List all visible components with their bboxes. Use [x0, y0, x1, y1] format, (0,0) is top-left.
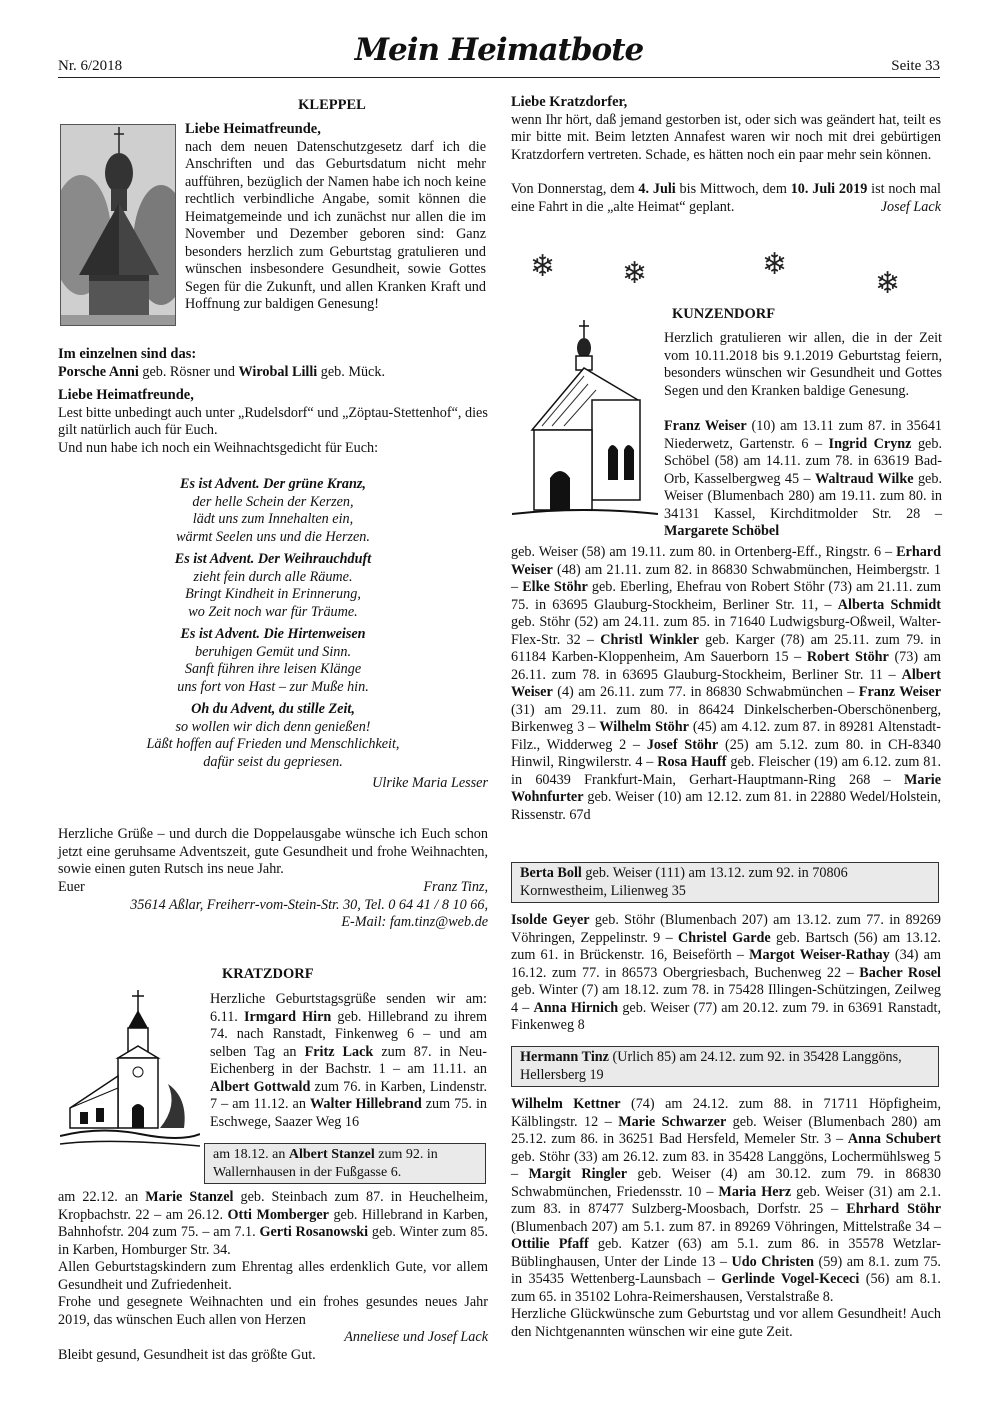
kleppel-sig-mail: E-Mail: fam.tinz@web.de [341, 914, 488, 930]
poem-stanza [58, 626, 488, 696]
snowflake-icon: ❄ [530, 250, 556, 283]
page-number: Seite 33 [891, 58, 940, 74]
page-header [58, 32, 940, 78]
poem-line: lädt uns zum Innehalten ein, [192, 511, 354, 527]
kleppel-greeting2: Liebe Heimatfreunde, [58, 387, 194, 403]
poem-line: dafür seist du gepriesen. [203, 753, 343, 770]
poem-stanza [58, 476, 488, 546]
kratzdorf-title: KRATZDORF [222, 966, 314, 982]
kunzendorf-box-hermann: Hermann Tinz (Urlich 85) am 24.12. zum 92. in 35428 Langgöns, Hellersberg 19 [511, 1046, 939, 1087]
kunzendorf-list2: Isolde Geyer geb. Stöhr (Blumenbach 207) am 13.12. zum 77. in 89269 Vöhringen, Zeppelinstr. 9 – Christel Garde geb. Bartsch (56) am 13.12. zum 61. in Brückenstr. 16, Beiseförth – Margot Weiser-Rathay (34) am 16.12. zum 77. in 86573 Obergriesbach, Buchenweg 22 – Bacher Rosel geb. Winter (7) am 18.12. zum 78. in 75428 Illingen-Schützingen, Zeilweg 4 – Anna Hirnich geb. Weiser (77) am 20.12. zum 79. in 63691 Ranstadt, Finkenweg 8 [511, 912, 942, 1033]
church-tower-photo [60, 124, 176, 326]
kleppel-p3: Und nun habe ich noch ein Weihnachtsgedicht für Euch: [58, 439, 379, 456]
kleppel-list-head: Im einzelnen sind das: [58, 346, 197, 362]
kratzdorfer-p1: wenn Ihr hört, daß jemand gestorben ist, oder sich was geändert hat, teilt es mir bitte mit. Beim letzten Annafest waren wir noch mit drei gebürtigen Kratzdorfern vertreten. Schade, es hätten noch ein paar mehr sein können. [511, 111, 941, 163]
advent-poem [58, 476, 488, 793]
poem-line: wärmt Seelen uns und die Herzen. [176, 528, 370, 545]
poem-author: Ulrike Maria Lesser [372, 775, 488, 791]
kratzdorfer-sig: Josef Lack [880, 198, 941, 215]
kunzendorf-list-top: Franz Weiser (10) am 13.11 zum 87. in 35641 Niederwetz, Gartenstr. 6 – Ingrid Crynz geb. Schöbel (58) am 14.11. zum 78. in 63619 Bad-Orb, Kasselbergweg 45 – Waltraud Wilke geb. Weiser (Blumenbach 280) am 19.11. zum 80. in 34131 Kassel, Kirchditmolder Str. 28 – Margarete Schöbel [664, 418, 943, 539]
poem-stanza [58, 551, 488, 621]
poem-line: Oh du Advent, du stille Zeit, [191, 701, 355, 717]
poem-line: Es ist Advent. Der Weihrauchduft [174, 551, 372, 567]
kratzdorf-p2: Allen Geburtstagskindern zum Ehrentag alles erdenklich Gute, vor allem Gesundheit und Zufriedenheit. [58, 1259, 488, 1293]
church-drawing [60, 988, 200, 1156]
poem-line: so wollen wir dich denn genießen! [175, 718, 371, 735]
poem-line: Es ist Advent. Die Hirtenweisen [180, 626, 366, 642]
kunzendorf-list: geb. Weiser (58) am 19.11. zum 80. in Ortenberg-Eff., Ringstr. 6 – Erhard Weiser (48) am 21.11. zum 82. in 86830 Schwabmünchen, Heimbergstr. 1 – Elke Stöhr geb. Eberling, Ehefrau von Robert Stöhr (73) am 21.11. zum 75. in 63695 Glauburg-Stockheim, Berliner Str. 11, – Alberta Schmidt geb. Stöhr (52) am 24.11. zum 85. in 71640 Ludwigsburg-Oßweil, Walter-Flex-Str. 32 – Christl Winkler geb. Karger (78) am 25.11. zum 79. in 61184 Karben-Kloppenheim, Am Sauerborn 15 – Robert Stöhr (73) am 26.11. zum 78. in 63695 Glauburg-Stockheim, Berliner Str. 11 – Albert Weiser (4) am 26.11. zum 77. in 86830 Schwabmünchen – Franz Weiser (31) am 29.11. zum 80. in 86424 Dinkelscherben-Oberschönenberg, Birkenweg 3 – Wilhelm Stöhr (45) am 4.12. zum 87. in 89281 Altenstadt-Filz., Widderweg 2 – Josef Stöhr (25) am 5.12. zum 80. in CH-8340 Hinwil, Ringwilerstr. 4 – Rosa Hauff geb. Fleischer (19) am 6.12. zum 81. in 60439 Frankfurt-Main, Gerhart-Hauptmann-Ring 268 – Marie Wohnfurter geb. Weiser (10) am 12.12. zum 81. in 22880 Wedel/Holstein, Rissenstr. 67d [511, 544, 942, 823]
poem-line: Bringt Kindheit in Erinnerung, [185, 586, 361, 602]
kleppel-closing [58, 826, 488, 932]
kunzendorf-end: Herzliche Glückwünsche zum Geburtstag und vor allem Gesundheit! Auch den Nichtgenannten wünschen wir eine gute Zeit. [511, 1306, 941, 1340]
kratzdorf-p4: Bleibt gesund, Gesundheit ist das größte Gut. [58, 1346, 316, 1363]
kleppel-sig-name: Franz Tinz, [423, 878, 488, 895]
kleppel-intro: nach dem neuen Datenschutzgesetz darf ich die Anschriften und das Geburtsdatum nicht mehr aufführen, bezüglich der Namen habe ich noch keine rechtlich verbindliche Angabe, somit können die Heimatgemeinde und ich zunächst nur allen die im November und Dezember geboren sind: Ganz besonders herzlich zum Geburtstag gratulieren und wünschen insbesondere Gesundheit, sowie Gottes Segen für die Zukunft, und allen Kranken Kraft und Hoffnung zur baldigen Genesung! [185, 138, 486, 312]
kunzendorf-box-berta: Berta Boll geb. Weiser (111) am 13.12. zum 92. in 70806 Kornwestheim, Lilienweg 35 [511, 862, 939, 903]
kleppel-sig-addr: 35614 Aßlar, Freiherr-vom-Stein-Str. 30, Tel. 0 64 41 / 8 10 66, [130, 896, 488, 913]
kunzendorf-top [664, 330, 942, 400]
snowflake-icon: ❄ [622, 257, 648, 290]
poem-line: Sanft führen ihre leisen Klänge [184, 661, 362, 677]
kleppel-title: KLEPPEL [298, 97, 366, 113]
kratzdorfer-note: Liebe Kratzdorfer, wenn Ihr hört, daß jemand gestorben ist, oder sich was geändert hat, teilt es mir bitte mit. Beim letzten Annafest waren wir noch mit drei gebürtigen Kratzdorfern vertreten. Schade, es hätten noch ein paar mehr sein können. Von Donnerstag, dem 4. Juli bis Mittwoch, dem 10. Juli 2019 ist noch mal eine Fahrt in die „alte Heimat“ geplant. Josef Lack [511, 94, 942, 215]
kratzdorf-sig: Anneliese und Josef Lack [344, 1329, 488, 1345]
kleppel-closing-text: Herzliche Grüße – und durch die Doppelausgabe wünsche ich Euch schon jetzt eine geruhsame Adventszeit, gute Gesundheit und frohe Weihnachten, sowie einen guten Rutsch ins neue Jahr. [58, 826, 488, 877]
kratzdorf-p3: Frohe und gesegnete Weihnachten und ein frohes gesundes neues Jahr 2019, das wünschen Euch allen von Herzen [58, 1294, 488, 1328]
poem-line: Es ist Advent. Der grüne Kranz, [180, 476, 366, 492]
kunzendorf-intro: Herzlich gratulieren wir allen, die in der Zeit vom 10.11.2018 bis 9.1.2019 Geburtstag feiern, besonders wünschen wir Gesundheit und Gottes Segen und den Kranken baldige Genesung. [664, 330, 942, 399]
poem-line: Läßt hoffen auf Frieden und Menschlichkeit, [146, 736, 400, 752]
snowflake-icon: ❄ [762, 248, 788, 281]
issue-number: Nr. 6/2018 [58, 58, 123, 74]
poem-line: beruhigen Gemüt und Sinn. [194, 643, 352, 660]
poem-line: wo Zeit noch war für Träume. [188, 603, 358, 620]
poem-line: zieht fein durch alle Räume. [193, 568, 353, 585]
poem-stanza [58, 701, 488, 771]
kratzdorf-intro: Herzliche Geburtstagsgrüße senden wir am: 6.11. Irmgard Hirn geb. Hillebrand zu ihrem 74. nach Ranstadt, Finkenweg 6 – und am selben Tag an Fritz Lack zum 87. in Neu-Eichenberg in der Bachstr. 1 – am 11.11. an Albert Gottwald zum 76. in Karben, Lindenstr. 7 – am 11.12. an Walter Hillebrand zum 75. in Eschwege, Saazer Weg 16 [210, 991, 487, 1130]
kleppel-euer: Euer [58, 878, 85, 895]
kleppel-p2: Lest bitte unbedingt auch unter „Rudelsdorf“ und „Zöptau-Stettenhof“, dies gilt natürlich auch für Euch. [58, 404, 488, 438]
kleppel-main [58, 346, 488, 457]
kratzdorf-highlight-box: am 18.12. an Albert Stanzel zum 92. in Wallernhausen in der Fußgasse 6. [204, 1143, 486, 1184]
masthead-logo: Mein Heimatbote [354, 32, 644, 68]
kunzendorf-title: KUNZENDORF [672, 306, 776, 322]
chapel-drawing [512, 320, 658, 520]
snowflake-icon: ❄ [875, 267, 901, 300]
kunzendorf-list3: Wilhelm Kettner (74) am 24.12. zum 88. in 71711 Höpfigheim, Kälblingstr. 12 – Marie Schwarzer geb. Weiser (Blumenbach 280) am 25.12. zum 86. in 36251 Bad Hersfeld, Memeler Str. 3 – Anna Schubert geb. Stöhr (33) am 26.12. zum 83. in 35428 Langgöns, Lochermühlsweg 5 – Margit Ringler geb. Weiser (4) am 30.12. zum 79. in 86830 Schwabmünchen, Friedensstr. 10 – Maria Herz geb. Weiser (31) am 2.1. zum 83. in 87477 Sulzberg-Moosbach, Dorfstr. 25 – Ehrhard Stöhr (Blumenbach 207) am 5.1. zum 87. in 89269 Vöhringen, Mittelstraße 34 – Ottilie Pfaff geb. Katzer (63) am 5.1. zum 86. in 35578 Wetzlar-Büblinghausen, Unter der Linde 13 – Udo Christen (59) am 8.1. zum 75. in 35435 Wettenberg-Launsbach – Gerlinde Vogel-Kececi (56) am 8.1. zum 65. in 35102 Lohra-Reimershausen, Verstalstraße 8. Herzliche Glückwünsche zum Geburtstag und vor allem Gesundheit! Auch den Nichtgenannten wünschen wir eine gute Zeit. [511, 1096, 942, 1340]
kratzdorf-main: am 22.12. an Marie Stanzel geb. Steinbach zum 87. in Heuchelheim, Kropbachstr. 22 – am 26.12. Otti Momberger geb. Hillebrand in Karben, Bahnhofstr. 204 zum 75. – am 7.1. Gerti Rosanowski geb. Winter zum 85. in Karben, Homburger Str. 34. Allen Geburtstagskindern zum Ehrentag alles erdenklich Gute, vor allem Gesundheit und Zufriedenheit. Frohe und gesegnete Weihnachten und ein frohes gesundes neues Jahr 2019, das wünschen Euch allen von Herzen Anneliese und Josef Lack Bleibt gesund, Gesundheit ist das größte Gut. [58, 1189, 488, 1363]
poem-line: uns fort von Hast – zur Muße hin. [177, 678, 369, 695]
kleppel-list: Porsche Anni geb. Rösner und Wirobal Lilli geb. Mück. [58, 363, 385, 380]
kleppel-intro-block [185, 121, 486, 314]
poem-line: der helle Schein der Kerzen, [192, 493, 354, 510]
kleppel-greeting: Liebe Heimatfreunde, [185, 121, 321, 137]
kratzdorfer-greeting: Liebe Kratzdorfer, [511, 94, 628, 110]
